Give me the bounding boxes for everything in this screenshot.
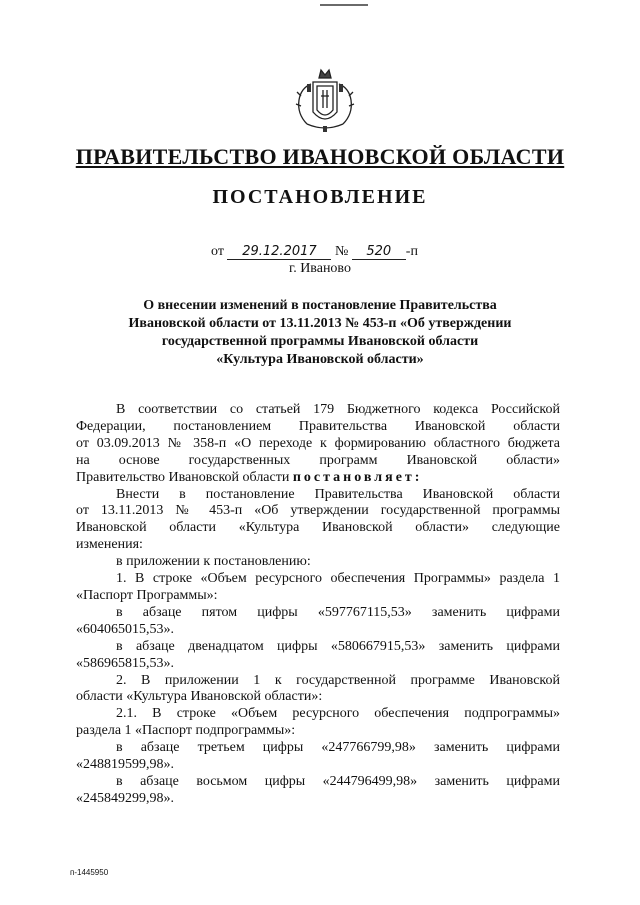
body-line: В соответствии со статьей 179 Бюджетного кодекса Российской [116, 402, 560, 417]
number-label: № [334, 244, 349, 259]
body-line: «245849299,98». [76, 790, 174, 806]
top-rule [320, 4, 368, 6]
body-line: 2.1. В строке «Объем ресурсного обеспечения подпрограммы» [116, 706, 560, 722]
body-line: раздела 1 «Паспорт подпрограммы»: [76, 723, 296, 739]
body-line: в приложении к постановлению: [116, 554, 311, 570]
number-field: 520 [352, 245, 406, 260]
body-line: 2. В приложении 1 к государственной программе Ивановской [116, 672, 560, 688]
document-code: п-1445950 [70, 868, 109, 877]
body-line: «604065015,53». [76, 621, 174, 637]
date-field: 29.12.2017 [227, 245, 331, 260]
body-line: «586965815,53». [76, 655, 174, 671]
title-line: «Культура Ивановской области» [216, 352, 424, 367]
body-line: в абзаце двенадцатом цифры «580667915,53» заменить цифрами [116, 638, 560, 654]
body-line: Ивановской области «Культура Ивановской области» следующие [76, 520, 560, 536]
document-body [76, 402, 560, 808]
body-line: Федерации, постановлением Правительства Ивановской области [76, 418, 560, 434]
body-line: в абзаце восьмом цифры «244796499,98» заменить цифрами [116, 773, 560, 789]
body-line: области «Культура Ивановской области»: [76, 689, 323, 705]
body-line: на основе государственных программ Ивановской области» [76, 452, 560, 468]
date-prefix: от [211, 244, 224, 259]
date-number-line [211, 244, 418, 260]
organization-title: ПРАВИТЕЛЬСТВО ИВАНОВСКОЙ ОБЛАСТИ [75, 144, 565, 169]
body-line: от 03.09.2013 № 358-п «О переходе к формированию областного бюджета [76, 435, 560, 451]
title-line: государственной программы Ивановской области [161, 334, 479, 349]
resolution-verb: постановляет: [292, 469, 423, 485]
document-type: ПОСТАНОВЛЕНИЕ [212, 186, 428, 208]
body-line: Внести в постановление Правительства Ивановской области [116, 486, 560, 502]
body-line: «248819599,98». [76, 757, 174, 773]
body-line: в абзаце третьем цифры «247766799,98» заменить цифрами [116, 740, 560, 756]
title-line: О внесении изменений в постановление Правительства [143, 298, 497, 313]
body-line: «Паспорт Программы»: [76, 587, 218, 603]
body-line: изменения: [76, 537, 143, 553]
city: г. Иваново [289, 261, 351, 276]
decree-title [70, 297, 570, 369]
body-line: от 13.11.2013 № 453-п «Об утверждении государственной программы [76, 503, 560, 519]
title-line: Ивановской области от 13.11.2013 № 453-п «Об утверждении [128, 316, 512, 331]
number-suffix: -п [405, 244, 418, 259]
body-text: Правительство Ивановской области [76, 469, 293, 485]
body-line [76, 470, 560, 487]
coat-of-arms-emblem [293, 66, 357, 136]
body-line: в абзаце пятом цифры «597767115,53» заменить цифрами [116, 604, 560, 620]
body-line: 1. В строке «Объем ресурсного обеспечения Программы» раздела 1 [116, 571, 560, 587]
